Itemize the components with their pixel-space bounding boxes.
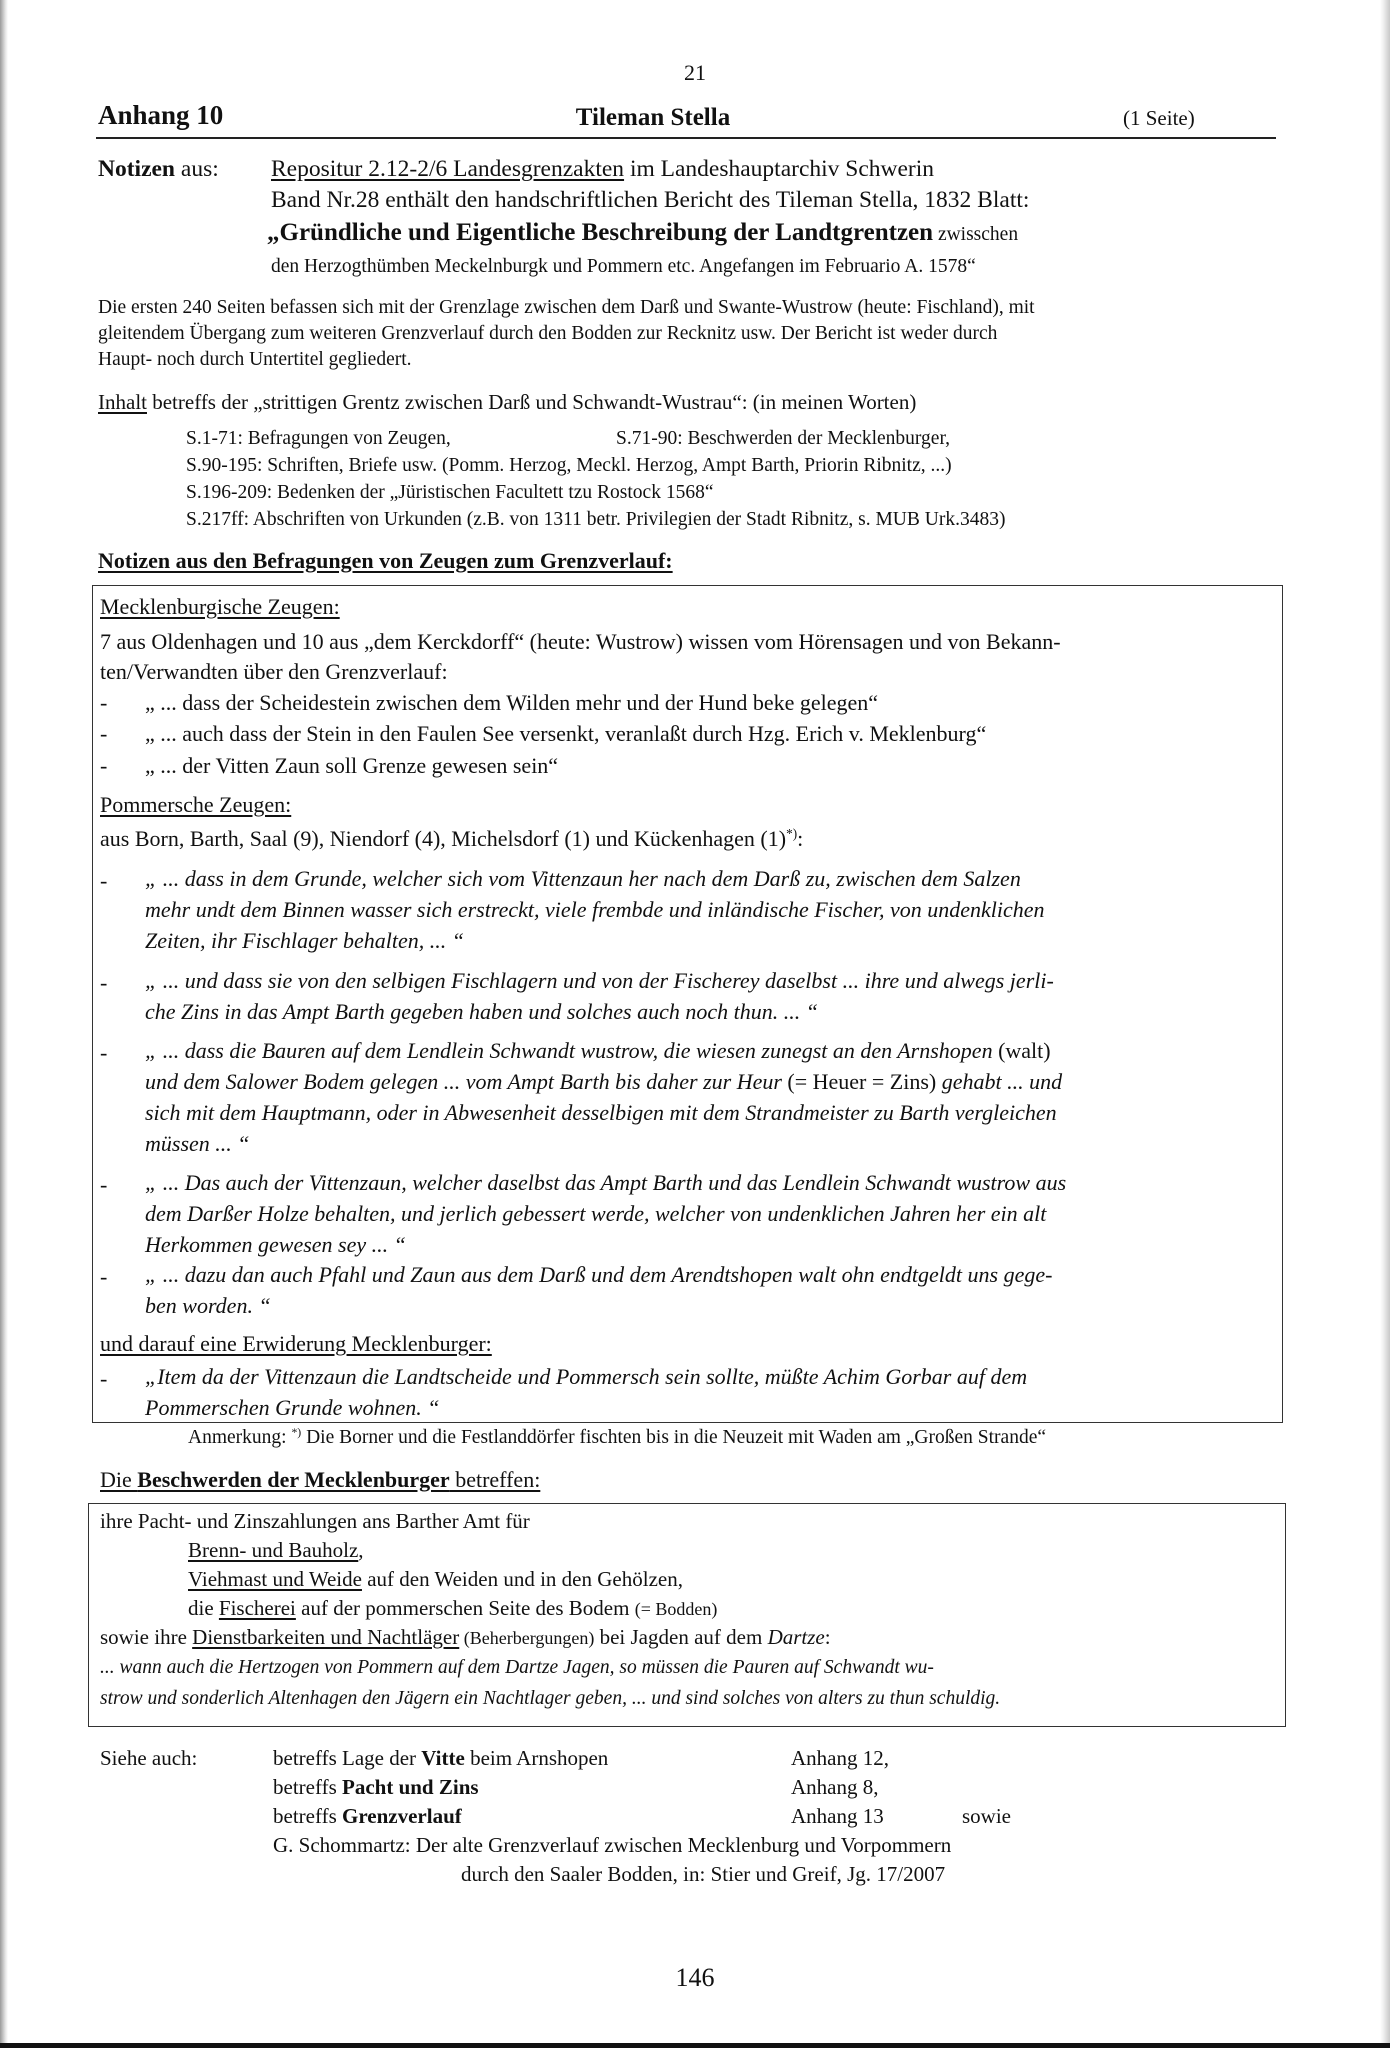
see-also-row: [273, 1804, 462, 1829]
complaint-topic: Dienstbarkeiten und Nachtläger: [192, 1625, 460, 1649]
complaints-heading-a: Die: [100, 1467, 138, 1492]
meck-quote: „ ... auch dass der Stein in den Faulen See versenkt, veranlaßt durch Hzg. Erich v. Meklenburg“: [145, 721, 987, 746]
complaint-rest: auf der pommerschen Seite des Bodem: [295, 1596, 635, 1620]
pom-quote-line: mehr undt dem Binnen wasser sich erstreckt, viele frembde und inländische Fischer, von undenklichen: [145, 897, 1045, 922]
see-also-ref[interactable]: Anhang 13: [791, 1804, 884, 1828]
citation-line: G. Schommartz: Der alte Grenzverlauf zwischen Mecklenburg und Vorpommern: [273, 1833, 952, 1857]
complaint-topic: Fischerei: [218, 1596, 296, 1620]
contents-item: S.196-209: Bedenken der „Jüristischen Facultett tzu Rostock 1568“: [186, 482, 714, 503]
pom-quote-line: [145, 1038, 1051, 1064]
see-also-topic: Vitte: [421, 1746, 465, 1770]
complaint-topic: Brenn- und Bauholz: [188, 1538, 359, 1562]
bullet-dash: -: [100, 868, 108, 893]
see-also-pre: betreffs: [273, 1804, 342, 1828]
appendix-title: Anhang 10: [98, 100, 224, 130]
complaint-pre: sowie ihre: [100, 1625, 193, 1649]
pom-quote-text: und dem Salower Bodem gelegen ... vom Ampt Barth bis daher zur Heur: [145, 1069, 782, 1094]
bullet-dash: -: [100, 1172, 108, 1197]
complaint-place: Dartze: [767, 1625, 825, 1649]
bullet-dash: -: [100, 690, 108, 715]
footnote-label: Anmerkung:: [188, 1427, 292, 1448]
pom-quote-gloss: (= Heuer = Zins): [781, 1069, 942, 1094]
complaint-end: :: [824, 1625, 831, 1649]
pom-quote-line: „ ... Das auch der Vittenzaun, welcher daselbst das Ampt Barth und das Lendlein Schwandt wustrow aus: [145, 1170, 1067, 1195]
citation-line: durch den Saaler Bodden, in: Stier und Greif, Jg. 17/2007: [461, 1862, 946, 1886]
pom-quote-text: „ ... dass die Bauren auf dem Lendlein Schwandt wustrow, die wiesen zunegst an den Arnshopen: [145, 1038, 993, 1063]
intro-line: Haupt- noch durch Untertitel gegliedert.: [98, 349, 412, 370]
footnote-text: Die Borner und die Festlanddörfer fischten bis in die Neuzeit mit Waden am „Großen Strande“: [301, 1427, 1047, 1448]
meck-intro-line: 7 aus Oldenhagen und 10 aus „dem Kerckdorff“ (heute: Wustrow) wissen vom Hörensagen und von Bekann-: [100, 629, 1061, 654]
scan-edge-left: [0, 0, 8, 2048]
source-label-rest: aus:: [180, 156, 219, 182]
meck-quote: „ ... der Vitten Zaun soll Grenze gewesen sein“: [145, 753, 559, 778]
pom-quote-line: müssen ... “: [145, 1131, 250, 1156]
pom-witnesses-heading: Pommersche Zeugen:: [100, 792, 292, 817]
pom-quote-line: „ ... dass in dem Grunde, welcher sich vom Vittenzaun her nach dem Darß zu, zwischen dem Salzen: [145, 866, 1021, 891]
source-label-bold: Notizen: [98, 156, 176, 182]
complaints-item: [188, 1596, 717, 1621]
complaints-heading: [100, 1467, 540, 1493]
complaint-rest: ,: [358, 1538, 364, 1562]
pom-quote-text: gehabt ... und: [941, 1069, 1063, 1094]
complaints-quote-line: ... wann auch die Hertzogen von Pommern auf dem Dartze Jagen, so müssen die Pauren auf Schwandt wu-: [100, 1657, 934, 1678]
see-also-topic: Pacht und Zins: [342, 1775, 479, 1799]
contents-label: Inhalt: [98, 390, 147, 414]
scan-edge-right: [1380, 0, 1390, 2048]
pom-quote-line: ben worden. “: [145, 1293, 271, 1318]
complaints-heading-c: betreffen:: [449, 1467, 541, 1492]
header-rule: [96, 137, 1276, 139]
report-title-rest: zwisschen: [933, 224, 1019, 245]
report-title: „Gründliche und Eigentliche Beschreibung der Landtgrentzen: [267, 219, 934, 246]
pom-quote-line: [145, 1069, 1062, 1095]
complaint-gloss: (= Bodden): [634, 1599, 718, 1619]
bottom-page-number: 146: [675, 1963, 715, 1992]
source-repository: [271, 156, 934, 183]
footnote-marker: *): [786, 826, 798, 842]
see-also-ref[interactable]: Anhang 12,: [791, 1746, 889, 1770]
see-also-pre: betreffs: [273, 1775, 342, 1799]
bullet-dash: -: [100, 970, 108, 995]
bullet-dash: -: [100, 1366, 108, 1391]
see-also-row: [273, 1775, 479, 1800]
source-line-2: Band Nr.28 enthält den handschriftlichen Bericht des Tileman Stella, 1832 Blatt:: [271, 187, 1030, 213]
see-also-post: beim Arnshopen: [464, 1746, 609, 1770]
repository-link[interactable]: Repositur 2.12-2/6 Landesgrenzakten: [271, 156, 625, 182]
witnesses-heading: Notizen aus den Befragungen von Zeugen zum Grenzverlauf:: [98, 548, 673, 573]
complaint-gloss: (Beherbergungen): [459, 1628, 595, 1648]
footnote-marker: *): [291, 1425, 302, 1439]
contents-item: S.90-195: Schriften, Briefe usw. (Pomm. Herzog, Meckl. Herzog, Ampt Barth, Priorin Ribnitz, ...): [186, 455, 952, 476]
meck-quote: „ ... dass der Scheidestein zwischen dem Wilden mehr und der Hund beke gelegen“: [145, 690, 879, 715]
bullet-dash: -: [100, 1264, 108, 1289]
see-also-label: Siehe auch:: [100, 1746, 198, 1770]
pom-quote-line: dem Darßer Holze behalten, und jerlich gebessert werde, welcher von undenklichen Jahren her ein alt: [145, 1201, 1047, 1226]
contents-item: S.71-90: Beschwerden der Mecklenburger,: [616, 428, 951, 449]
see-also-ref[interactable]: Anhang 8,: [791, 1775, 879, 1799]
complaint-pre: die: [188, 1596, 219, 1620]
complaints-item: [188, 1538, 364, 1563]
bullet-dash: -: [100, 721, 108, 746]
intro-line: gleitendem Übergang zum weiteren Grenzverlauf durch den Bodden zur Recknitz usw. Der Bericht ist weder durch: [98, 323, 998, 344]
reply-quote-line: „Item da der Vittenzaun die Landtscheide und Pommersch sein sollte, müßte Achim Gorbar auf dem: [145, 1364, 1028, 1389]
bullet-dash: -: [100, 753, 108, 778]
repository-rest: im Landeshauptarchiv Schwerin: [624, 156, 935, 182]
see-also-pre: betreffs Lage der: [273, 1746, 422, 1770]
pom-quote-line: che Zins in das Ampt Barth gegeben haben und solches auch noch thun. ... “: [145, 999, 818, 1024]
scan-edge-bottom: [0, 2043, 1390, 2048]
contents-item: S.1-71: Befragungen von Zeugen,: [186, 428, 451, 449]
complaint-rest: bei Jagden auf dem: [594, 1625, 768, 1649]
pom-intro-text: aus Born, Barth, Saal (9), Niendorf (4), Michelsdorf (1) und Kückenhagen (1): [100, 826, 787, 851]
pom-quote-line: Zeiten, ihr Fischlager behalten, ... “: [145, 928, 464, 953]
pom-quote-line: Herkommen gewesen sey ... “: [145, 1232, 406, 1257]
pom-intro: [100, 826, 803, 852]
source-label: [98, 156, 219, 183]
bullet-dash: -: [100, 1040, 108, 1065]
source-line-4: den Herzogthümben Meckelnburgk und Pommern etc. Angefangen im Februario A. 1578“: [271, 256, 976, 277]
see-also-topic: Grenzverlauf: [342, 1804, 462, 1828]
complaints-quote-line: strow und sonderlich Altenhagen den Jägern ein Nachtlager geben, ... und sind solches von alters zu thun schuldig.: [100, 1688, 1001, 1709]
complaints-line: ihre Pacht- und Zinszahlungen ans Barther Amt für: [100, 1509, 530, 1533]
complaint-topic: Viehmast und Weide: [188, 1567, 362, 1591]
complaints-line: [100, 1625, 831, 1650]
page-count-note: (1 Seite): [1123, 106, 1195, 130]
complaint-rest: auf den Weiden und in den Gehölzen,: [361, 1567, 683, 1591]
top-page-number: 21: [684, 60, 706, 85]
contents-heading-rest: betreffs der „strittigen Grentz zwischen Darß und Schwandt-Wustrau“: (in meinen Worten): [146, 390, 917, 414]
intro-line: Die ersten 240 Seiten befassen sich mit der Grenzlage zwischen dem Darß und Swante-Wustrow (heute: Fischland), mit: [98, 297, 1035, 318]
pom-quote-line: „ ... dazu dan auch Pfahl und Zaun aus dem Darß und dem Arendtshopen walt ohn endtgeldt uns gege-: [145, 1262, 1053, 1287]
page-title: Tileman Stella: [575, 104, 731, 131]
complaints-item: [188, 1567, 683, 1592]
reply-heading: und darauf eine Erwiderung Mecklenburger:: [100, 1331, 492, 1356]
meck-witnesses-heading: Mecklenburgische Zeugen:: [100, 594, 340, 619]
contents-heading: [98, 390, 916, 415]
footnote: [188, 1427, 1046, 1449]
pom-quote-line: „ ... und dass sie von den selbigen Fischlagern und von der Fischerey daselbst ... ihre und alwegs jerli-: [145, 968, 1054, 993]
see-also-extra: sowie: [962, 1804, 1011, 1828]
pom-quote-gloss: (walt): [992, 1038, 1051, 1063]
source-title: [267, 219, 1018, 247]
complaints-heading-bold: Beschwerden der Mecklenburger: [137, 1467, 450, 1492]
see-also-row: [273, 1746, 608, 1771]
pom-intro-end: :: [797, 826, 804, 851]
meck-intro-line: ten/Verwandten über den Grenzverlauf:: [100, 659, 448, 684]
pom-quote-line: sich mit dem Hauptmann, oder in Abwesenheit desselbigen mit dem Strandmeister zu Barth vergleichen: [145, 1100, 1057, 1125]
contents-item: S.217ff: Abschriften von Urkunden (z.B. von 1311 betr. Privilegien der Stadt Ribnitz, s. MUB Urk.3483): [186, 509, 1006, 530]
reply-quote-line: Pommerschen Grunde wohnen. “: [145, 1395, 440, 1420]
